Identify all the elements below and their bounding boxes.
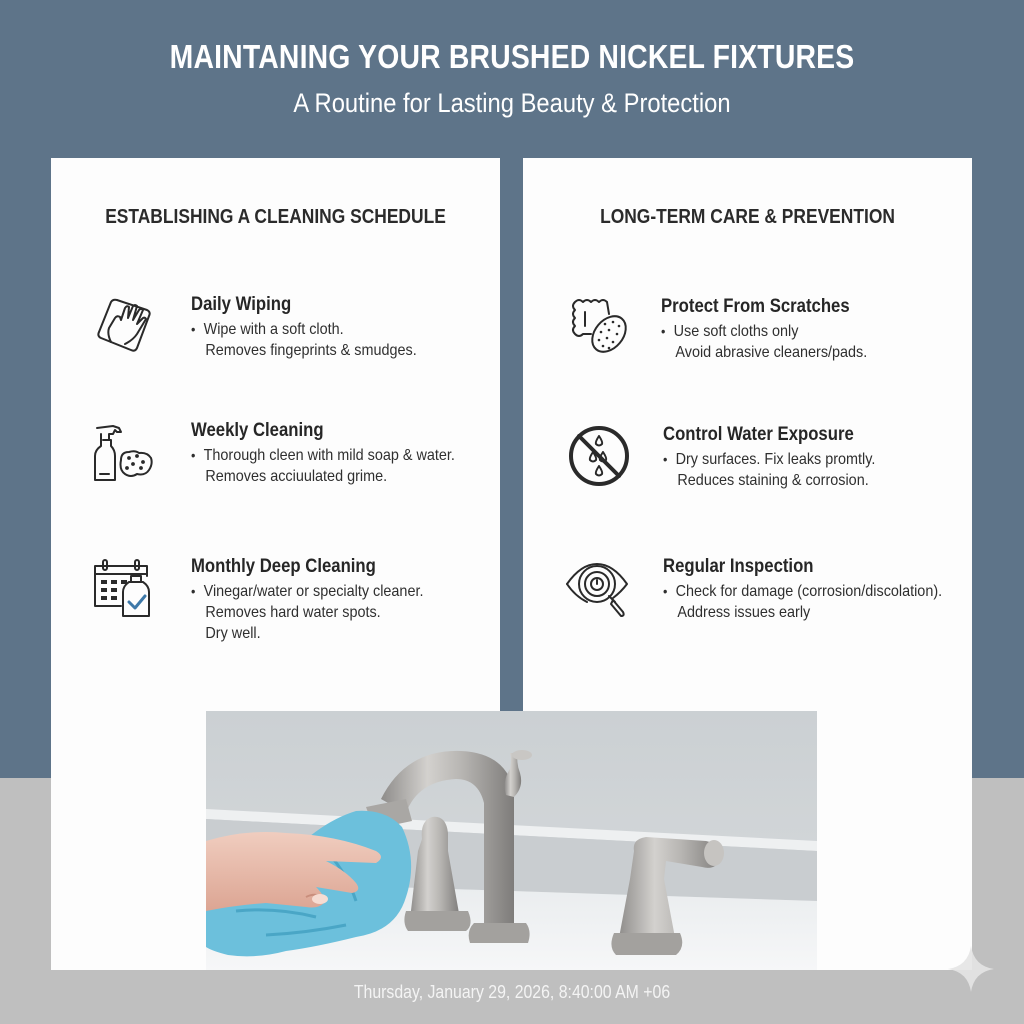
timestamp: Thursday, January 29, 2026, 8:40:00 AM +06: [353, 982, 671, 1002]
page-subtitle: A Routine for Lasting Beauty & Protection: [293, 88, 731, 118]
item-line: • Dry surfaces. Fix leaks promtly.: [663, 449, 875, 470]
item-line: Removes hard water spots.: [205, 604, 381, 621]
item-title: Weekly Cleaning: [191, 420, 324, 441]
page-header: [0, 38, 1024, 119]
item-line: • Check for damage (corrosion/discolation).: [663, 581, 942, 602]
item-line: Avoid abrasive cleaners/pads.: [675, 344, 868, 361]
card-title: LONG-TERM CARE & PREVENTION: [600, 206, 895, 228]
item-title: Daily Wiping: [191, 294, 292, 315]
item-line: • Use soft cloths only: [661, 321, 867, 342]
page-title: MAINTANING YOUR BRUSHED NICKEL FIXTURES: [169, 38, 855, 75]
item-title: Regular Inspection: [663, 556, 814, 577]
item-title: Monthly Deep Cleaning: [191, 556, 376, 577]
faucet-cleaning-photo: [206, 711, 817, 970]
item-line: Removes acciuulated grime.: [205, 468, 388, 485]
eye-magnifier-icon: [565, 556, 629, 620]
card-title: ESTABLISHING A CLEANING SCHEDULE: [105, 206, 446, 228]
cloth-sponge-icon: [569, 294, 633, 358]
calendar-bottle-check-icon: [91, 556, 155, 620]
spray-bottle-sponge-icon: [91, 420, 155, 484]
item-line: • Vinegar/water or specialty cleaner.: [191, 581, 423, 602]
item-line: Address issues early: [677, 604, 811, 621]
no-water-drops-icon: [567, 424, 631, 488]
item-title: Protect From Scratches: [661, 296, 850, 317]
item-line: Reduces staining & corrosion.: [677, 472, 869, 489]
item-line: • Thorough cleen with mild soap & water.: [191, 445, 455, 466]
item-title: Control Water Exposure: [663, 424, 854, 445]
item-line: Dry well.: [205, 625, 261, 642]
item-line: Removes fingeprints & smudges.: [205, 342, 417, 359]
hand-wiping-cloth-icon: [93, 292, 157, 356]
sparkle-icon: [948, 946, 994, 992]
item-line: • Wipe with a soft cloth.: [191, 319, 417, 340]
